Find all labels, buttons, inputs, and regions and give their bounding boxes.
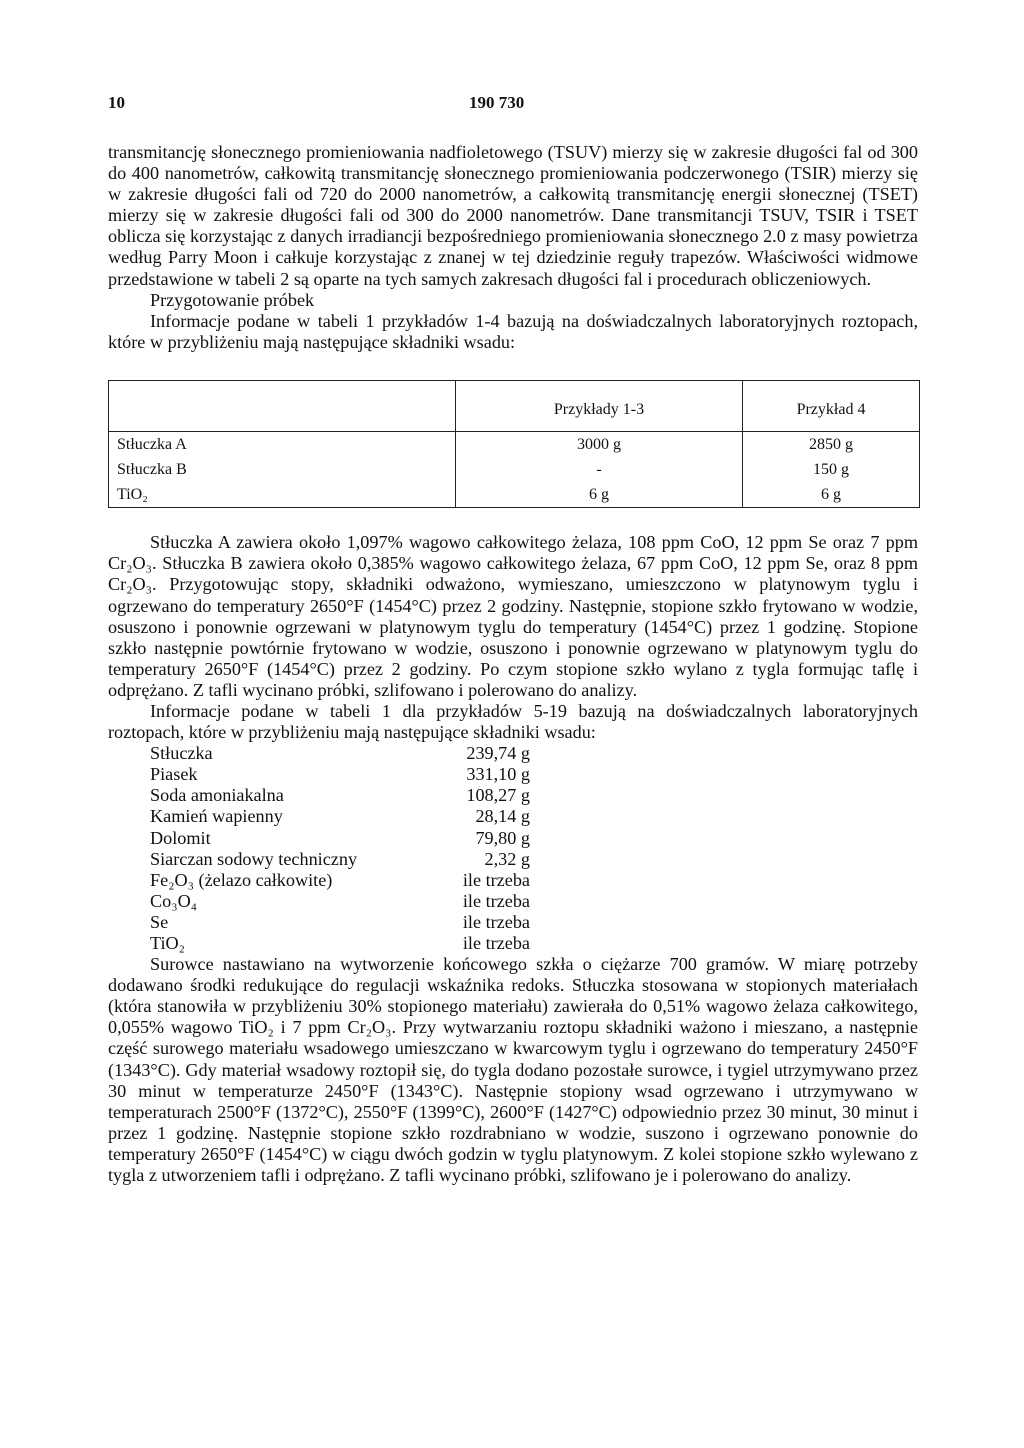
list-item: [150, 891, 538, 912]
paragraph-cullet-composition: Stłuczka A zawiera około 1,097% wagowo całkowitego żelaza, 108 ppm CoO, 12 ppm Se oraz 7 ppm Cr₂O₃. Stłuczka B zawiera około 0,385% wagowo całkowitego żelaza, 67 ppm CoO, 12 ppm Se, oraz 8 ppm Cr₂O₃. Przygotowując stopy, składniki odważono, wymieszano, umieszczono w platynowym tyglu i ogrzewano do temperatury 2650°F (1454°C) przez 2 godziny. Następnie, stopione szkło frytowano w wodzie, osuszono i ponownie ogrzewani w platynowym tyglu do temperatury (1454°C) przez 1 godzinę. Stopione szkło następnie powtórnie frytowano w wodzie, osuszono i ponownie ogrzewano w platynowym tyglu do temperatury 2650°F (1454°C) przez 2 godziny. Po czym stopione szkło wylano z tygla formując taflę i odprężano. Z tafli wycinano próbki, szlifowano i polerowano do analizy.: [108, 532, 918, 700]
ingredient-name: Siarczan sodowy techniczny: [150, 848, 358, 869]
ingredient-amount: ile trzeba: [462, 933, 530, 953]
table-cell: Stłuczka A: [109, 431, 456, 457]
ingredient-name: TiO₂: [150, 933, 185, 953]
table-cell: 6 g: [743, 482, 920, 508]
ingredient-amount: 79,80 g: [475, 827, 530, 848]
ingredient-amount: ile trzeba: [462, 911, 530, 932]
list-item: [150, 828, 538, 849]
ingredient-name: Soda amoniakalna: [150, 785, 284, 806]
page-number: 10: [108, 93, 125, 112]
paragraph-examples-1-4: Informacje podane w tabeli 1 przykładów 1-4 bazują na doświadczalnych laboratoryjnych roztopach, które w przybliżeniu mają następujące składniki wsadu:: [108, 310, 918, 352]
table-row: [109, 482, 920, 508]
ingredient-name: Co₃O₄: [150, 890, 198, 911]
table-row: [109, 431, 920, 457]
table-header-cell: Przykład 4: [743, 380, 920, 431]
table-row: [109, 457, 920, 482]
ingredient-amount: ile trzeba: [462, 869, 530, 890]
table-cell: 2850 g: [743, 431, 920, 457]
ingredient-name: Fe₂O₃ (żelazo całkowite): [150, 869, 333, 890]
table-header-cell: [109, 380, 456, 431]
ingredient-list: [150, 743, 538, 954]
table-cell: Stłuczka B: [109, 457, 456, 482]
list-item: [150, 912, 538, 933]
patent-number: 190 730: [469, 93, 525, 112]
ingredient-name: Kamień wapienny: [150, 806, 283, 827]
section-heading-samples: Przygotowanie próbek: [150, 289, 315, 310]
document-body: [108, 142, 918, 1186]
list-item: [150, 849, 538, 870]
ingredient-amount: 28,14 g: [475, 806, 530, 827]
ingredient-amount: 331,10 g: [466, 764, 530, 785]
table-header-row: [109, 380, 920, 431]
batch-table: [108, 380, 920, 508]
table-cell: 150 g: [743, 457, 920, 482]
list-item: [150, 785, 538, 806]
list-item: [150, 764, 538, 785]
ingredient-amount: 108,27 g: [466, 785, 530, 806]
list-item: [150, 933, 538, 954]
table-header-cell: Przykłady 1-3: [456, 380, 743, 431]
table-cell: TiO₂: [109, 482, 456, 508]
paragraph-examples-5-19: Informacje podane w tabeli 1 dla przykładów 5-19 bazują na doświadczalnych laboratoryjnych roztopach, które w przybliżeniu mają następujące składniki wsadu:: [108, 700, 918, 743]
ingredient-amount: 239,74 g: [466, 743, 530, 764]
table-cell: -: [456, 457, 743, 482]
ingredient-name: Stłuczka: [150, 743, 213, 764]
paragraph-transmittance: transmitancję słonecznego promieniowania nadfioletowego (TSUV) mierzy się w zakresie długości fal od 300 do 400 nanometrów, całkowitą transmitancję słonecznego promieniowania podczerwonego (TSIR) mierzy się w zakresie długości fali od 720 do 2000 nanometrów, a całkowitą transmitancję energii słonecznej (TSET) mierzy się w zakresie długości fali od 300 do 2000 nanometrów. Dane transmitancji TSUV, TSIR i TSET oblicza się korzystając z danych irradiancji bezpośredniego promieniowania słonecznego 2.0 z masy powietrza według Parry Moon i całkuje korzystając z znanej w tej dziedzinie reguły trapezów. Właściwości widmowe przedstawione w tabeli 2 są oparte na tych samych zakresach długości fal i procedurach obliczeniowych.: [108, 142, 918, 289]
ingredient-amount: 2,32 g: [484, 848, 530, 869]
table-cell: 3000 g: [456, 431, 743, 457]
list-item: [150, 743, 538, 764]
paragraph-melting-procedure: Surowce nastawiano na wytworzenie końcowego szkła o ciężarze 700 gramów. W miarę potrzeby dodawano środki redukujące do regulacji wskaźnika redoks. Stłuczka stosowana w stopionych materiałach (która stanowiła w przybliżeniu 30% stopionego materiału) zawierała do 0,51% wagowo żelaza całkowitego, 0,055% wagowo TiO₂ i 7 ppm Cr₂O₃. Przy wytwarzaniu roztopu składniki ważono i mieszano, a następnie część surowego materiału wsadowego umieszczano w kwarcowym tyglu i ogrzewano do temperatury 2450°F (1343°C). Gdy materiał wsadowy roztopił się, do tygla dodano pozostałe surowce, i tygiel utrzymywano przez 30 minut w temperaturze 2450°F (1343°C). Następnie stopiony wsad ogrzewano i utrzymywano w temperaturach 2500°F (1372°C), 2550°F (1399°C), 2600°F (1427°C) odpowiednio przez 30 minut, 30 minut i przez 1 godzinę. Następnie stopione szkło rozdrabniano w wodzie, suszono i ogrzewano ponownie do temperatury 2650°F (1454°C) w ciągu dwóch godzin w tyglu platynowym. Z kolei stopione szkło wylewano z tygla z utworzeniem tafli i odprężano. Z tafli wycinano próbki, szlifowano je i polerowano do analizy.: [108, 954, 918, 1186]
table-cell: 6 g: [456, 482, 743, 508]
ingredient-name: Piasek: [150, 764, 198, 785]
list-item: [150, 870, 538, 891]
ingredient-amount: ile trzeba: [462, 890, 530, 911]
ingredient-name: Se: [150, 911, 169, 932]
ingredient-name: Dolomit: [150, 827, 211, 848]
list-item: [150, 806, 538, 827]
